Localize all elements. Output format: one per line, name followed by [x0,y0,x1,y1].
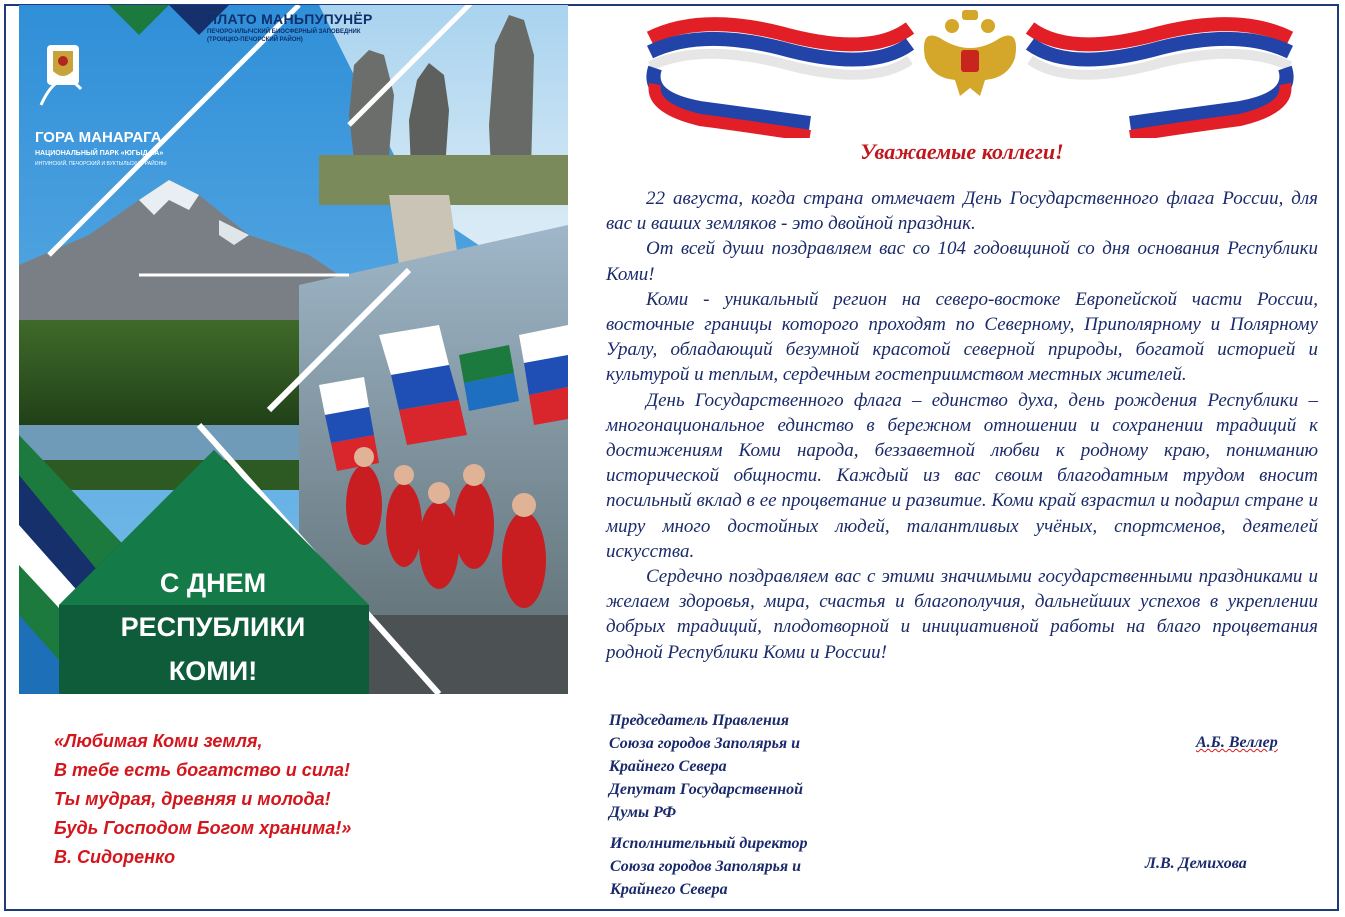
gora-title: ГОРА МАНАРАГА [35,129,162,146]
signature-block-chairman [609,709,803,824]
signature-line: Депутат Государственной [609,781,804,798]
komi-republic-poster [19,5,568,694]
letter-paragraph: 22 августа, когда страна отмечает День Государственного флага России, для вас и ваших земляков - это двойной праздник. [606,188,1318,235]
coat-of-arms-icon [924,10,1016,96]
signature-line: Крайнего Севера [610,881,728,898]
letter-paragraph: Коми - уникальный регион на северо-востоке Европейской части России, восточные границы которого проходят по Северному, Приполярному и Полярному Уралу, обладающий безумной красотой северной природы, богатой историей и культурой и теплым, сердечным гостеприимством местных жителей. [606,288,1318,386]
letter-paragraph: День Государственного флага – единство духа, день рождения Республики – многонациональное единство в бережном отношении и сохранении традиций к достижениям Коми народа, беззаветной любви к родному краю, пониманию исторической общности. Каждый из вас своим благодатным трудом вносит посильный вклад в ее процветание и развитие. Коми край взрастил и подарил стране и миру много достойных людей, талантливых учёных, спортсменов, деятелей искусства. [606,389,1318,562]
signature-line: Председатель Правления [609,712,790,729]
tricolor-ribbon [640,8,1300,138]
poem-line: В тебе есть богатство и сила! [54,760,351,780]
signatory-name-demikhova: Л.В. Демихова [1145,855,1247,872]
letter-paragraph: Сердечно поздравляем вас с этими значимыми государственными праздниками и желаем здоровья, мира, счастья и благополучия, дальнейших успехов в укреплении добрых традиций, плодотворной и инициативной работы на благо процветания родной Республики Коми и России! [606,566,1318,663]
letter-body [606,186,1318,665]
signature-line: Союза городов Заполярья и [609,735,801,752]
plato-subtitle: ПЕЧОРО-ИЛЫЧСКИЙ БИОСФЕРНЫЙ ЗАПОВЕДНИК [207,29,361,35]
poem-line: Будь Господом Богом хранима!» [54,818,352,838]
signature-block-director [610,832,807,901]
signature-line: Исполнительный директор [610,835,808,852]
greeting: Уважаемые коллеги! [860,139,1064,164]
gora-subtitle: НАЦИОНАЛЬНЫЙ ПАРК «ЮГЫД ВА» [35,150,164,157]
letter-paragraph: От всей души поздравляем вас со 104 годовщиной со дня основания Республики Коми! [606,238,1318,285]
signatory-name-veller: А.Б. Веллер [1196,734,1278,751]
signature-line: Крайнего Севера [609,758,727,775]
poem-quote [54,727,351,872]
signature-line: Думы РФ [609,804,677,821]
poem-line: «Любимая Коми земля, [54,731,263,751]
signature-line: Союза городов Заполярья и [610,858,802,875]
gora-region: ИНТИНСКИЙ, ПЕЧОРСКИЙ И ВУКТЫЛЬСКИЙ РАЙОНЫ [35,161,167,167]
plato-title: ПЛАТО МАНЬПУПУНЁР [207,11,373,27]
plato-region: (ТРОИЦКО-ПЕЧОРСКИЙ РАЙОН) [207,37,303,43]
day-of-republic-text: С ДНЕМ РЕСПУБЛИКИ КОМИ! [120,568,306,686]
poem-author: В. Сидоренко [54,847,176,867]
poem-line: Ты мудрая, древняя и молода! [54,789,331,809]
